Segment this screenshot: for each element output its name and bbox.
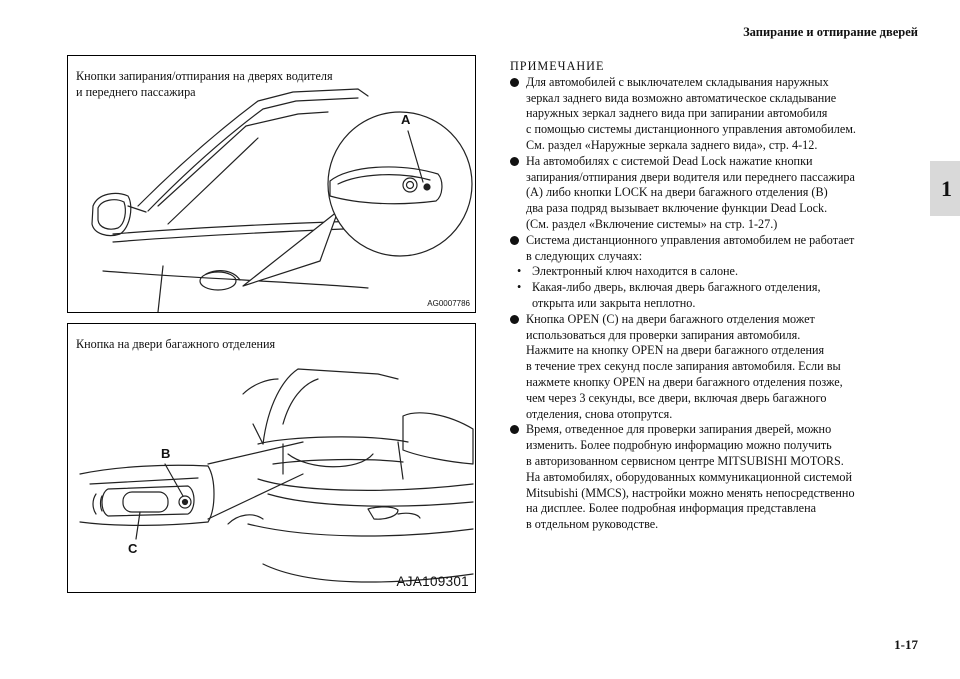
note-line: в следующих случаях: bbox=[526, 248, 643, 263]
note-line: открыта или закрыта неплотно. bbox=[532, 295, 696, 310]
figure-door-buttons bbox=[67, 55, 476, 313]
note-line: На автомобилях с системой Dead Lock нажатие кнопки bbox=[526, 153, 813, 168]
bullet-icon bbox=[510, 157, 519, 166]
figure-code: AJA109301 bbox=[396, 574, 469, 589]
note-line: в авторизованном сервисном центре MITSUBISHI MOTORS. bbox=[526, 453, 844, 468]
note-line: запирания/отпирания двери водителя или переднего пассажира bbox=[526, 169, 855, 184]
note-line: на дисплее. Более подробная информация представлена bbox=[526, 501, 816, 516]
note-line: с помощью системы дистанционного управления автомобилем. bbox=[526, 122, 856, 137]
chapter-number: 1 bbox=[941, 176, 952, 201]
bullet-icon bbox=[510, 315, 519, 324]
figure-code: AG0007786 bbox=[427, 299, 470, 308]
page-header-title: Запирание и отпирание дверей bbox=[743, 25, 918, 39]
figure-caption: Кнопка на двери багажного отделения bbox=[76, 337, 276, 351]
note-title: ПРИМЕЧАНИЕ bbox=[510, 59, 605, 73]
note-line: Mitsubishi (MMCS), настройки можно менять непосредственно bbox=[526, 485, 855, 500]
note-line: нажмете кнопку OPEN на двери багажного отделения позже, bbox=[526, 374, 843, 389]
note-line: Для автомобилей с выключателем складывания наружных bbox=[526, 74, 829, 89]
note-item bbox=[510, 422, 926, 533]
bullet-icon bbox=[510, 425, 519, 434]
note-line: изменить. Более подробную информацию можно получить bbox=[526, 438, 832, 453]
note-line: чем через 3 секунды, все двери, включая дверь багажного bbox=[526, 390, 827, 405]
label-c: C bbox=[128, 541, 138, 556]
note-line: в течение трех секунд после запирания автомобиля. Если вы bbox=[526, 359, 841, 374]
note-item bbox=[510, 75, 926, 154]
note-line: Электронный ключ находится в салоне. bbox=[532, 264, 739, 279]
label-a: A bbox=[401, 112, 411, 127]
caption-line: и переднего пассажира bbox=[76, 85, 196, 99]
note-line: На автомобилях, оборудованных коммуникационной системой bbox=[526, 469, 852, 484]
page-number: 1-17 bbox=[894, 637, 918, 652]
note-item bbox=[510, 154, 926, 233]
figure-tailgate-button bbox=[67, 323, 476, 593]
note-line: Время, отведенное для проверки запирания дверей, можно bbox=[526, 422, 832, 437]
bullet-icon bbox=[510, 236, 519, 245]
note-line: (A) либо кнопки LOCK на двери багажного отделения (B) bbox=[526, 185, 828, 200]
note-line: использоваться для проверки запирания автомобиля. bbox=[526, 327, 801, 342]
note-line: отделения, снова отопрутся. bbox=[526, 406, 673, 421]
note-item bbox=[510, 233, 926, 265]
note-line: Система дистанционного управления автомобилем не работает bbox=[526, 232, 855, 247]
sub-bullet-icon: • bbox=[517, 280, 522, 295]
note-line: зеркал заднего вида возможно автоматическое складывание bbox=[526, 90, 837, 105]
note-line: Нажмите на кнопку OPEN на двери багажного отделения bbox=[526, 343, 825, 358]
note-subitem bbox=[510, 280, 926, 312]
note-line: два раза подряд вызывает включение функции Dead Lock. bbox=[526, 201, 828, 216]
note-line: См. раздел «Наружные зеркала заднего вида», стр. 4-12. bbox=[526, 137, 818, 152]
label-b: B bbox=[161, 446, 171, 461]
note-line: в отдельном руководстве. bbox=[526, 517, 659, 532]
sub-bullet-icon: • bbox=[517, 264, 522, 279]
note-subitem bbox=[510, 264, 926, 280]
bullet-icon bbox=[510, 78, 519, 87]
note-line: (См. раздел «Включение системы» на стр. 1-27.) bbox=[526, 216, 778, 231]
note-item bbox=[510, 312, 926, 423]
note-line: Кнопка OPEN (C) на двери багажного отделения может bbox=[526, 311, 815, 326]
note-section bbox=[510, 59, 926, 533]
figure-caption bbox=[76, 68, 333, 100]
caption-line: Кнопки запирания/отпирания на дверях водителя bbox=[76, 69, 333, 83]
note-line: Какая-либо дверь, включая дверь багажного отделения, bbox=[532, 280, 821, 295]
note-line: наружных зеркал заднего вида при запирании автомобиля bbox=[526, 106, 828, 121]
